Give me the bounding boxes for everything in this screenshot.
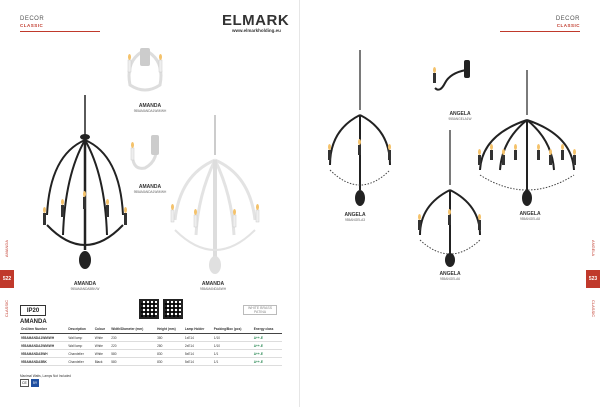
wall-lamp-white-image: [120, 40, 170, 100]
brand-logo: ELMARK: [222, 12, 290, 29]
ce-mark-icon: CE: [22, 381, 27, 385]
column-header: Description: [67, 326, 93, 334]
product-caption: ANGELA 955ANGELA8: [519, 211, 541, 221]
product-caption: AMANDA 955AMANDA1WM/WH: [133, 103, 167, 113]
table-row: 955AMANDA5WH Chandelier White 580 830 5xE14 1/1 A++-E: [20, 350, 282, 358]
warranty-badge-icon: 5Y: [32, 381, 38, 385]
subcategory-label: CLASSIC: [556, 23, 580, 28]
spec-table: [20, 326, 282, 366]
side-label-family: AMANDA: [4, 240, 9, 258]
category-label: DECOR: [555, 16, 580, 22]
product-caption: AMANDA 955AMANDA5WH: [199, 281, 227, 291]
ip-rating-badge: IP20: [20, 305, 46, 316]
qr-code-icon[interactable]: [139, 299, 159, 319]
column-header: Packing/Box (pcs): [213, 326, 253, 334]
product-caption: AMANDA 955AMANDA1WM/WH: [133, 184, 167, 194]
table-row: 955AMANDA5BK Chandelier Black 580 830 5xE14 1/1 A++-E: [20, 358, 282, 366]
product-caption: ANGELA 955ANGELA3: [344, 212, 366, 222]
column-header: Colour: [94, 326, 111, 334]
family-title: AMANDA: [20, 319, 47, 325]
finish-stamp: WHITE BRASS PATINA: [243, 305, 277, 315]
column-header: Ord.Item Number: [20, 326, 67, 334]
wall-lamp-angela-image: [430, 58, 475, 98]
certification-marks: [20, 379, 39, 387]
subcategory-label: CLASSIC: [20, 23, 44, 28]
chandelier-white-image: [160, 115, 270, 275]
chandelier-angela-6-image: [410, 130, 490, 270]
side-label-style: CLASSIC: [591, 300, 596, 318]
category-header: [556, 16, 580, 28]
chandelier-angela-3-image: [320, 50, 400, 210]
page-number-tab: 522: [0, 270, 14, 288]
chandelier-black-image: [35, 95, 135, 275]
table-header-row: [20, 326, 282, 334]
qr-code-icon[interactable]: [163, 299, 183, 319]
product-caption: ANGELA 955ANGELA6: [439, 271, 461, 281]
right-page: [300, 0, 600, 407]
column-header: Energy class: [253, 326, 282, 334]
page-number-tab: 523: [586, 270, 600, 288]
side-label-family: ANGELA: [591, 240, 596, 257]
website-link[interactable]: www.elmarkholding.eu: [232, 28, 281, 33]
column-header: Height (mm): [156, 326, 184, 334]
table-row: 955AMANDA2WM/WH Wall lamp White 220 280 2xE14 1/10 A++-E: [20, 342, 282, 350]
column-header: Width/Diameter (mm): [110, 326, 156, 334]
side-label-style: CLASSIC: [4, 300, 9, 318]
category-label: DECOR: [20, 16, 45, 22]
product-caption: AMANDA 955AMANDA5BK/W: [70, 281, 100, 291]
table-row: 955AMANDA1WM/WH Wall lamp White 230 380 1xE14 1/10 A++-E: [20, 334, 282, 342]
header-rule: [20, 31, 100, 32]
lamps-note: Maximal Watts, Lamps Not Included: [20, 374, 71, 378]
product-caption: ANGELA 955ANGELA1W: [448, 111, 472, 121]
header-rule: [500, 31, 580, 32]
category-header: [20, 16, 44, 28]
column-header: Lamp Holder: [184, 326, 213, 334]
